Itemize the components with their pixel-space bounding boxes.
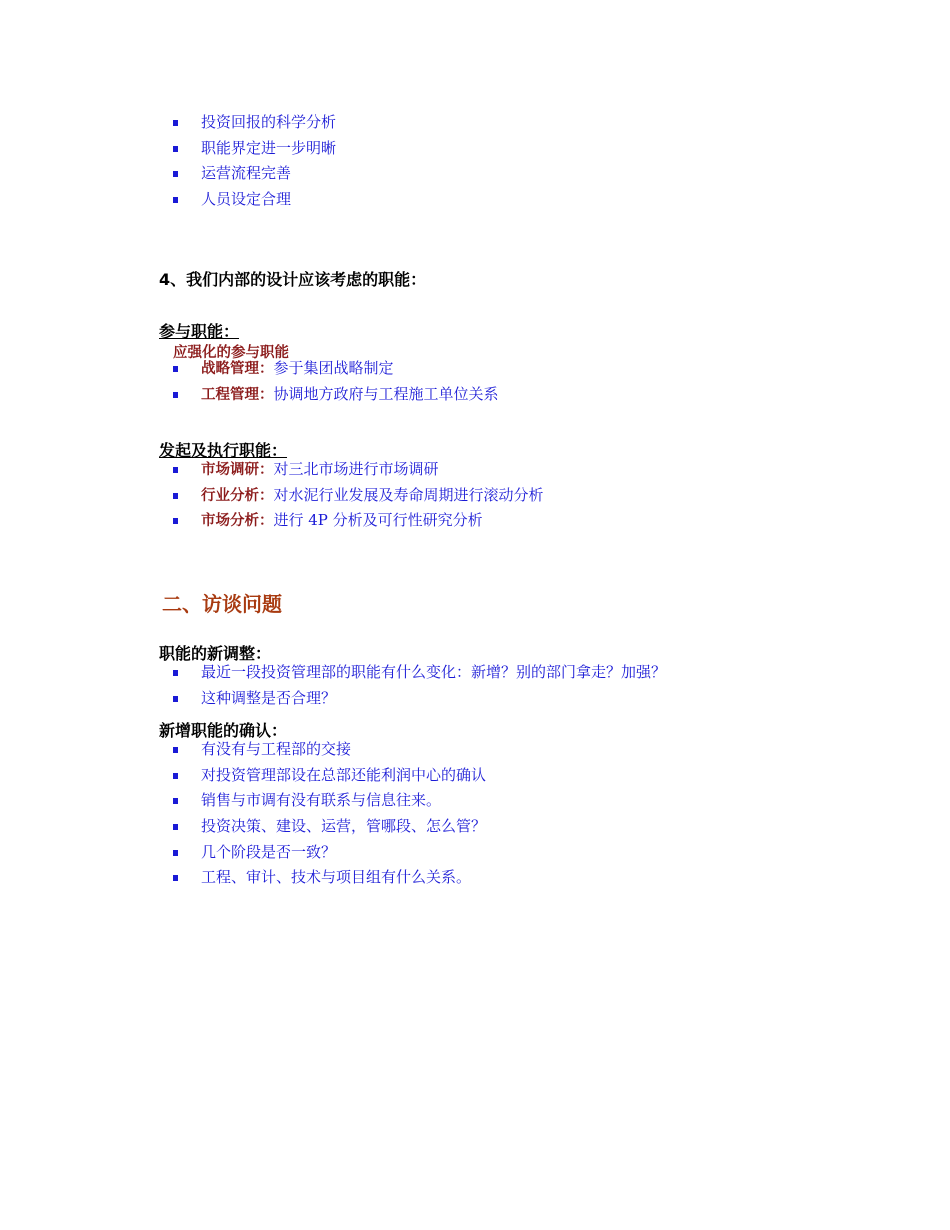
list-item-text: 几个阶段是否一致？ — [201, 842, 337, 861]
adjustment-heading: 职能的新调整： — [159, 644, 272, 663]
list-item-description: 进行 4P 分析及可行性研究分析 — [273, 511, 483, 530]
list-item-text: 职能界定进一步明晰 — [201, 138, 337, 157]
square-bullet-icon — [173, 518, 178, 524]
functions-heading: 4、我们内部的设计应该考虑的职能： — [159, 270, 427, 289]
square-bullet-icon — [173, 467, 178, 473]
square-bullet-icon — [173, 850, 178, 856]
square-bullet-icon — [173, 696, 178, 702]
list-item-text: 投资回报的科学分析 — [201, 113, 337, 131]
list-item-description: 对三北市场进行市场调研 — [273, 460, 439, 478]
initiation-heading: 发起及执行职能： — [159, 441, 288, 460]
list-item-text: 对投资管理部设在总部还能利润中心的确认 — [201, 765, 487, 784]
list-item-text — [201, 483, 544, 510]
list-item-term: 战略管理： — [201, 361, 274, 377]
confirmation-heading: 新增职能的确认： — [159, 721, 288, 740]
square-bullet-icon — [173, 773, 178, 779]
list-item-text — [201, 356, 394, 383]
square-bullet-icon — [173, 747, 178, 753]
square-bullet-icon — [173, 366, 178, 372]
square-bullet-icon — [173, 120, 178, 126]
square-bullet-icon — [173, 197, 178, 203]
list-item-text: 最近一段投资管理部的职能有什么变化：新增？别的部门拿走？加强？ — [201, 663, 667, 681]
participation-subheading: 应强化的参与职能 — [173, 345, 289, 361]
square-bullet-icon — [173, 670, 178, 676]
list-item-text: 运营流程完善 — [201, 164, 292, 183]
square-bullet-icon — [173, 798, 178, 804]
list-item-description: 对水泥行业发展及寿命周期进行滚动分析 — [273, 485, 544, 504]
square-bullet-icon — [173, 146, 178, 152]
list-item-text — [201, 508, 483, 535]
list-item-text: 有没有与工程部的交接 — [201, 740, 352, 758]
square-bullet-icon — [173, 875, 178, 881]
square-bullet-icon — [173, 171, 178, 177]
list-item-text — [201, 457, 439, 484]
list-item-text: 人员设定合理 — [201, 190, 292, 209]
list-item-term: 市场分析： — [201, 513, 274, 530]
list-item-term: 市场调研： — [201, 462, 274, 478]
participation-heading: 参与职能： — [159, 322, 240, 341]
list-item-term: 行业分析： — [201, 487, 274, 504]
list-item-text: 销售与市调有没有联系与信息往来。 — [201, 791, 442, 810]
list-item-term: 工程管理： — [201, 386, 274, 403]
list-item-text: 工程、审计、技术与项目组有什么关系。 — [201, 868, 472, 887]
list-item-text: 这种调整是否合理？ — [201, 688, 337, 707]
square-bullet-icon — [173, 392, 178, 398]
square-bullet-icon — [173, 493, 178, 499]
list-item-text — [201, 382, 499, 409]
list-item-description: 协调地方政府与工程施工单位关系 — [273, 384, 499, 403]
square-bullet-icon — [173, 824, 178, 830]
list-item-description: 参于集团战略制定 — [273, 359, 394, 377]
section-two-title: 二、访谈问题 — [162, 592, 282, 616]
list-item-text: 投资决策、建设、运营，管哪段、怎么管？ — [201, 817, 487, 836]
